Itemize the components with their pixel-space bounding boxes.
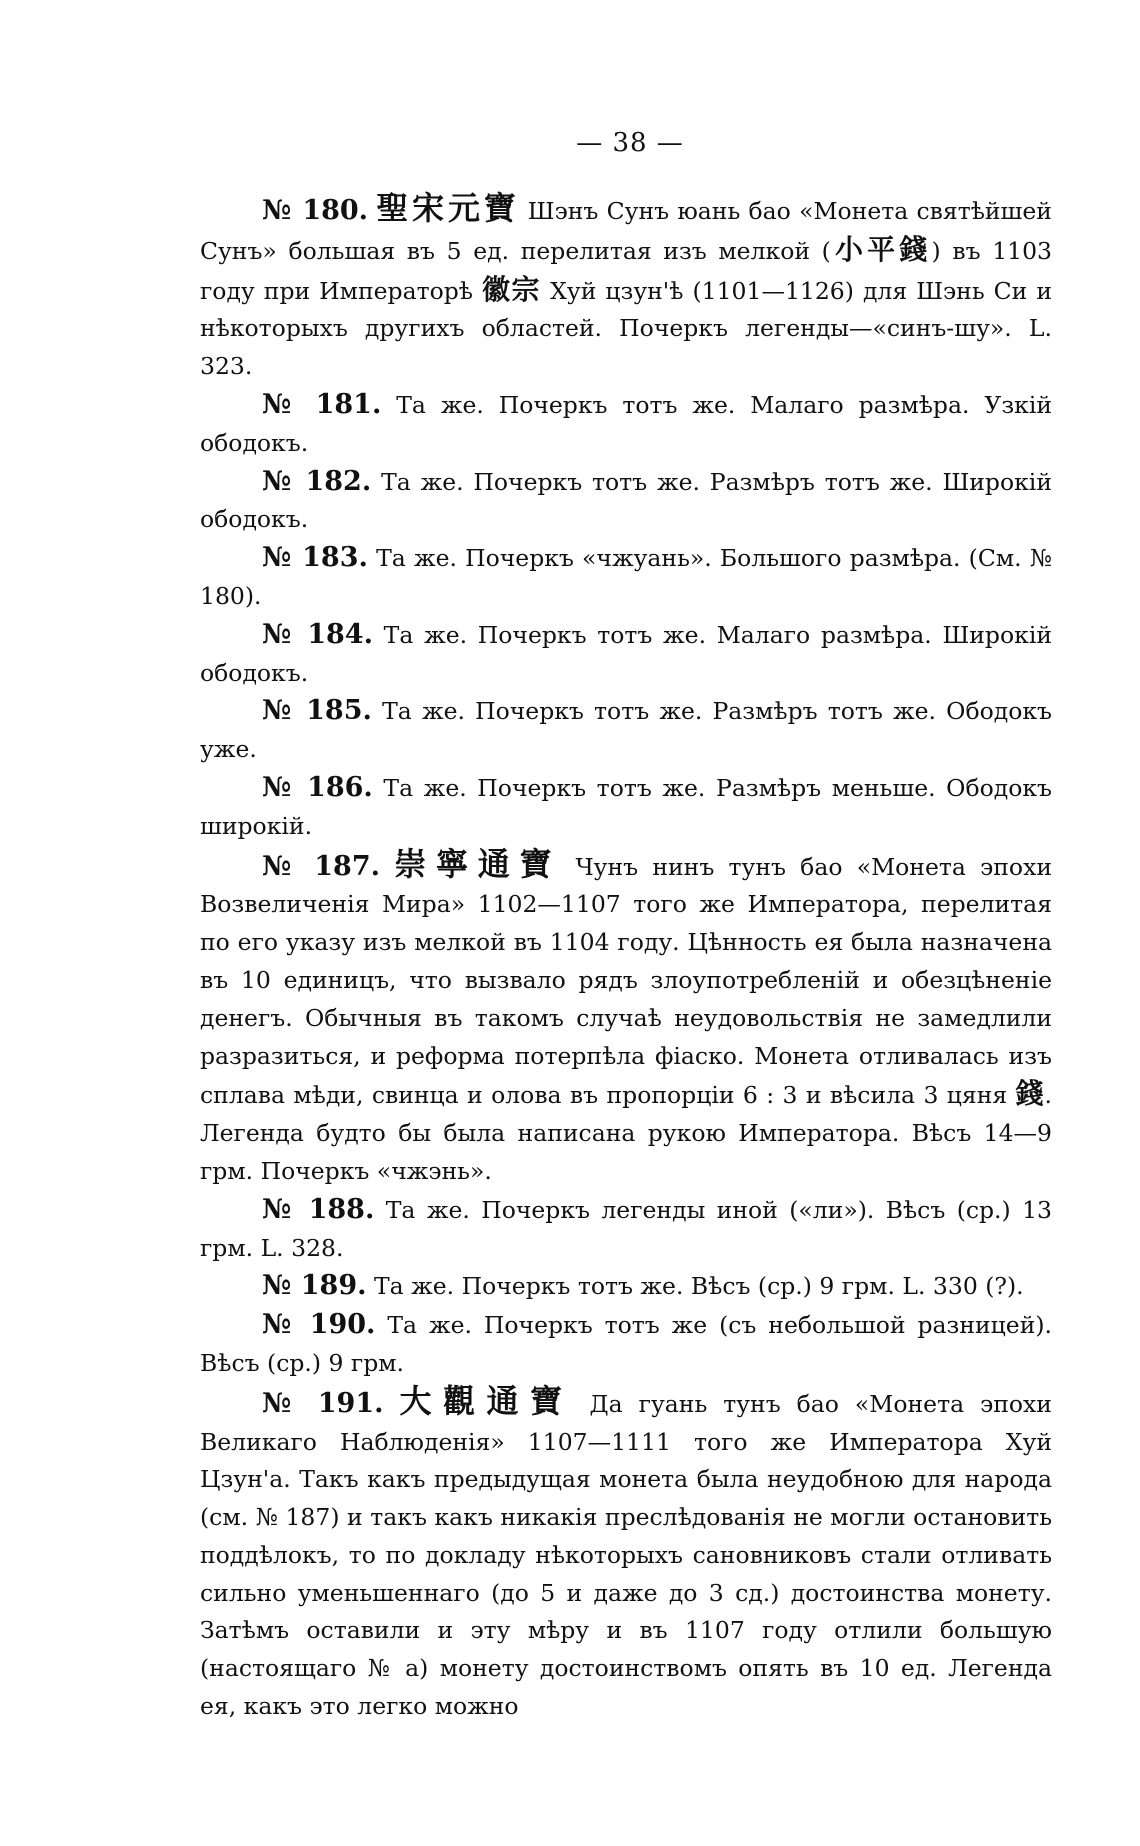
- entry-184: [200, 616, 1052, 693]
- entry-188: [200, 1191, 1052, 1268]
- entry-number: № 189.: [262, 1270, 367, 1302]
- entry-number: № 187.: [262, 850, 381, 882]
- entry-187: [200, 846, 1052, 1191]
- entry-text: Та же. Почеркъ легенды иной («ли»). Вѣсъ (ср.) 13 грм. L. 328.: [200, 1195, 1052, 1262]
- entry-text: Шэнъ Сунъ юань бао «Монета святѣйшей Сунъ» большая въ 5 ед. перелитая изъ мелкой (: [200, 197, 1052, 265]
- entry-183: [200, 539, 1052, 616]
- entry-182: [200, 463, 1052, 540]
- entry-text: Та же. Почеркъ тотъ же. Малаго размѣра. Широкій ободокъ.: [200, 620, 1052, 687]
- entry-text: Та же. Почеркъ тотъ же (съ небольшой разницей). Вѣсъ (ср.) 9 грм.: [200, 1311, 1052, 1377]
- page-number: — 38 —: [576, 128, 684, 158]
- entry-text: Хуй цзун'ѣ (1101—1126) для Шэнь Си и нѣкоторыхъ другихъ областей. Почеркъ легенды—«синъ-шу». L. 323.: [200, 276, 1052, 381]
- entry-text: Та же. Почеркъ тотъ же. Размѣръ меньше. Ободокъ широкій.: [200, 773, 1052, 840]
- chinese-inline: 徽宗: [481, 272, 542, 306]
- entry-text: Чунъ нинъ тунъ бао «Монета эпохи Возвеличенія Мира» 1102—1107 того же Императора, перелитая по его указу изъ мелкой въ 1104 году. Цѣнность ея была назначена въ 10 единицъ, что вызвало рядъ злоупотребленій и обезцѣненіе денегъ. Обычныя въ такомъ случаѣ неудовольствія не замедлили разразиться, и реформа потерпѣла фіаско. Монета отливалась изъ сплава мѣди, свинца и олова въ пропорціи 6 : 3 и вѣсила 3 цяня: [200, 852, 1052, 1110]
- chinese-inline: 錢: [1015, 1077, 1045, 1111]
- entry-text: ) въ 1103 году при Императорѣ: [200, 236, 1052, 305]
- entry-180: [200, 190, 1052, 386]
- entry-186: [200, 769, 1052, 846]
- entry-text: Та же. Почеркъ «чжуань». Большого размѣра. (См. № 180).: [200, 544, 1052, 610]
- entry-number: № 185.: [262, 695, 372, 727]
- entry-number: № 183.: [262, 542, 368, 574]
- entry-number: № 182.: [262, 465, 372, 497]
- entry-number: № 184.: [262, 618, 373, 650]
- entry-text: Та же. Почеркъ тотъ же. Размѣръ тотъ же. Широкій ободокъ.: [200, 467, 1052, 534]
- entry-number: № 191.: [262, 1387, 384, 1419]
- entry-number: № 181.: [262, 388, 382, 420]
- entry-185: [200, 692, 1052, 769]
- chinese-legend: 崇寧通寶: [394, 844, 562, 883]
- chinese-legend: 聖宋元寶: [376, 189, 520, 227]
- entry-181: [200, 386, 1052, 463]
- entry-number: № 180.: [262, 195, 369, 226]
- entry-number: № 186.: [262, 771, 373, 803]
- entry-text: Та же. Почеркъ тотъ же. Размѣръ тотъ же. Ободокъ уже.: [200, 697, 1052, 764]
- chinese-legend: 大觀通寶: [399, 1381, 574, 1420]
- chinese-inline: 小平錢: [830, 232, 932, 266]
- page-body: [200, 190, 1052, 1726]
- entry-number: № 188.: [262, 1193, 375, 1225]
- entry-191: [200, 1383, 1052, 1726]
- entry-number: № 190.: [262, 1309, 376, 1341]
- entry-189: [200, 1267, 1052, 1306]
- entry-text: Та же. Почеркъ тотъ же. Малаго размѣра. Узкій ободокъ.: [200, 390, 1052, 457]
- entry-text: Та же. Почеркъ тотъ же. Вѣсъ (ср.) 9 грм. L. 330 (?).: [366, 1272, 1024, 1301]
- entry-text: Да гуань тунъ бао «Монета эпохи Великаго Наблюденія» 1107—1111 того же Императора Хуй Цзун'а. Такъ какъ предыдущая монета была неудобною для народа (см. № 187) и такъ какъ никакія преслѣдованія не могли остановить поддѣлокъ, то по докладу нѣкоторыхъ сановниковъ стали отливать сильно уменьшеннаго (до 5 и даже до 3 сд.) достоинства монету. Затѣмъ оставили и эту мѣру и въ 1107 году отлили большую (настоящаго № а) монету достоинствомъ опять въ 10 ед. Легенда ея, какъ это легко можно: [200, 1389, 1052, 1721]
- entry-text: . Легенда будто бы была написана рукою Императора. Вѣсъ 14—9 грм. Почеркъ «чжэнь».: [200, 1081, 1052, 1185]
- entry-190: [200, 1306, 1052, 1383]
